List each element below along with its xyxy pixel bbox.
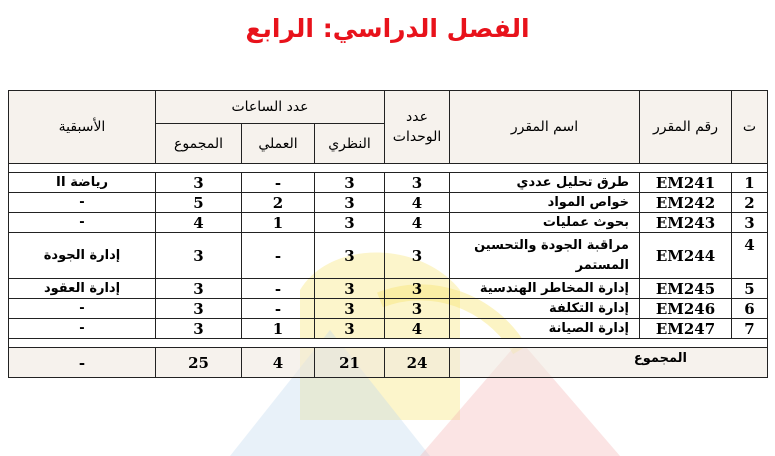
cell-name: إدارة المخاطر الهندسية <box>450 279 640 299</box>
totals-label: المجموع <box>450 348 768 378</box>
header-hours: عدد الساعات <box>156 91 385 124</box>
cell-seq: 7 <box>732 319 768 339</box>
cell-seq: 2 <box>732 193 768 213</box>
cell-total: 3 <box>156 319 242 339</box>
header-units <box>385 91 450 164</box>
cell-name: طرق تحليل عددي <box>450 173 640 193</box>
cell-practical: - <box>242 299 315 319</box>
cell-theory: 3 <box>315 279 385 299</box>
cell-name: إدارة الصيانة <box>450 319 640 339</box>
cell-units: 3 <box>385 279 450 299</box>
table-row <box>9 173 768 193</box>
totals-units: 24 <box>385 348 450 378</box>
table-row <box>9 279 768 299</box>
cell-practical: - <box>242 173 315 193</box>
cell-practical: 1 <box>242 213 315 233</box>
cell-theory: 3 <box>315 193 385 213</box>
cell-prereq: - <box>9 213 156 233</box>
cell-prereq: إدارة العقود <box>9 279 156 299</box>
cell-units: 4 <box>385 213 450 233</box>
cell-name: إدارة التكلفة <box>450 299 640 319</box>
cell-prereq: - <box>9 299 156 319</box>
totals-theory: 21 <box>315 348 385 378</box>
cell-seq: 5 <box>732 279 768 299</box>
cell-theory: 3 <box>315 319 385 339</box>
totals-total: 25 <box>156 348 242 378</box>
header-units-line2: الوحدات <box>392 129 442 145</box>
cell-name: خواص المواد <box>450 193 640 213</box>
header-seq: ت <box>732 91 768 164</box>
cell-prereq: - <box>9 193 156 213</box>
cell-total: 5 <box>156 193 242 213</box>
cell-seq: 3 <box>732 213 768 233</box>
header-code: رقم المقرر <box>640 91 732 164</box>
header-practical: العملي <box>242 124 315 164</box>
header-name: اسم المقرر <box>450 91 640 164</box>
table-row <box>9 319 768 339</box>
totals-prereq: - <box>9 348 156 378</box>
cell-total: 3 <box>156 279 242 299</box>
table-row <box>9 193 768 213</box>
cell-theory: 3 <box>315 299 385 319</box>
course-table <box>8 90 768 378</box>
cell-units: 3 <box>385 173 450 193</box>
header-theory: النظري <box>315 124 385 164</box>
cell-theory: 3 <box>315 213 385 233</box>
cell-seq: 4 <box>732 233 768 279</box>
cell-practical: 1 <box>242 319 315 339</box>
cell-units: 3 <box>385 299 450 319</box>
cell-code: EM242 <box>640 193 732 213</box>
cell-practical: - <box>242 233 315 279</box>
cell-total: 3 <box>156 233 242 279</box>
header-units-line1: عدد <box>406 109 428 125</box>
cell-prereq: رياضة II <box>9 173 156 193</box>
cell-theory: 3 <box>315 233 385 279</box>
cell-code: EM245 <box>640 279 732 299</box>
totals-row <box>9 348 768 378</box>
totals-practical: 4 <box>242 348 315 378</box>
cell-seq: 1 <box>732 173 768 193</box>
header-total: المجموع <box>156 124 242 164</box>
table-row <box>9 213 768 233</box>
cell-name: بحوث عمليات <box>450 213 640 233</box>
cell-units: 4 <box>385 193 450 213</box>
cell-seq: 6 <box>732 299 768 319</box>
header-prereq: الأسبقية <box>9 91 156 164</box>
table-row <box>9 299 768 319</box>
cell-practical: - <box>242 279 315 299</box>
cell-code: EM247 <box>640 319 732 339</box>
table-row <box>9 233 768 279</box>
cell-prereq: - <box>9 319 156 339</box>
cell-total: 3 <box>156 299 242 319</box>
cell-prereq: إدارة الجودة <box>9 233 156 279</box>
cell-code: EM244 <box>640 233 732 279</box>
cell-code: EM243 <box>640 213 732 233</box>
cell-code: EM246 <box>640 299 732 319</box>
cell-units: 3 <box>385 233 450 279</box>
cell-code: EM241 <box>640 173 732 193</box>
cell-name: مراقبة الجودة والتحسين المستمر <box>450 233 640 279</box>
cell-units: 4 <box>385 319 450 339</box>
cell-total: 4 <box>156 213 242 233</box>
cell-theory: 3 <box>315 173 385 193</box>
page-title: الفصل الدراسي: الرابع <box>245 14 530 43</box>
cell-total: 3 <box>156 173 242 193</box>
cell-practical: 2 <box>242 193 315 213</box>
